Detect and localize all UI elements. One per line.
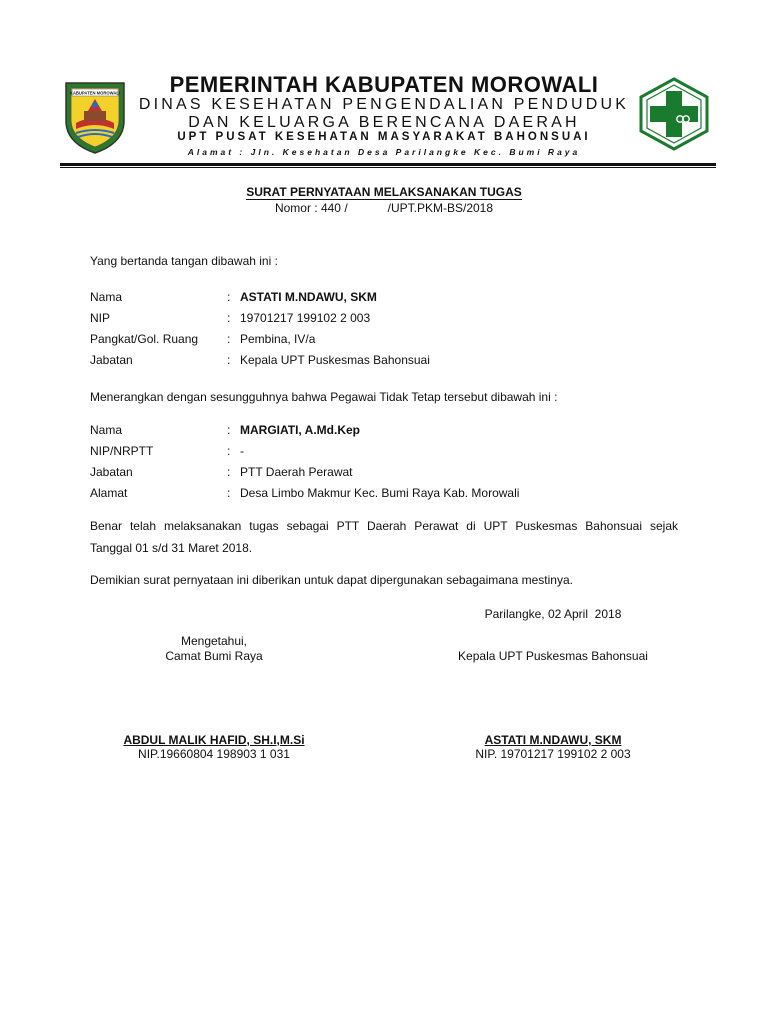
- signer-rank-label: Pangkat/Gol. Ruang: [90, 332, 199, 346]
- colon: :: [227, 465, 231, 479]
- employee-address-value: Desa Limbo Makmur Kec. Bumi Raya Kab. Morowali: [240, 486, 520, 500]
- signer-name-value: ASTATI M.NDAWU, SKM: [240, 290, 377, 304]
- letterhead-department-line2: DAN KELUARGA BERENCANA DAERAH: [188, 114, 580, 131]
- signer-rank-value: Pembina, IV/a: [240, 332, 316, 346]
- closing-text: Demikian surat pernyataan ini diberikan untuk dapat dipergunakan sebagaimana mestinya.: [90, 573, 573, 587]
- colon: :: [227, 423, 231, 437]
- right-signature-name: ASTATI M.NDAWU, SKM: [484, 733, 622, 747]
- employee-nip-label: NIP/NRPTT: [90, 444, 154, 458]
- signer-nip-value: 19701217 199102 2 003: [240, 311, 371, 325]
- signer-nip-label: NIP: [90, 311, 111, 325]
- letterhead-divider-thick: [60, 163, 716, 166]
- employee-address-label: Alamat: [90, 486, 128, 500]
- employee-position-label: Jabatan: [90, 465, 133, 479]
- letterhead-department-line1: DINAS KESEHATAN PENGENDALIAN PENDUDUK: [138, 96, 630, 113]
- signer-name-label: Nama: [90, 290, 123, 304]
- letter-title: [100, 185, 668, 199]
- body-paragraph-line1: Benar telah melaksanakan tugas sebagai PTT Daerah Perawat di UPT Puskesmas Bahonsuai sejak: [90, 519, 678, 533]
- colon: :: [227, 353, 231, 367]
- colon: :: [227, 486, 231, 500]
- letterhead-unit: UPT PUSAT KESEHATAN MASYARAKAT BAHONSUAI: [177, 131, 591, 143]
- body-paragraph-line2: Tanggal 01 s/d 31 Maret 2018.: [90, 541, 253, 555]
- employee-name-label: Nama: [90, 423, 123, 437]
- place-date: Parilangke, 02 April 2018: [484, 607, 622, 621]
- colon: :: [227, 444, 231, 458]
- letterhead-title: PEMERINTAH KABUPATEN MOROWALI: [169, 72, 599, 97]
- intro-text: Yang bertanda tangan dibawah ini :: [90, 254, 278, 268]
- right-signature-nip: NIP. 19701217 199102 2 003: [475, 747, 631, 761]
- employee-name-value: MARGIATI, A.Md.Kep: [240, 423, 360, 437]
- signer-position-label: Jabatan: [90, 353, 133, 367]
- left-signature-acknowledge: Mengetahui,: [180, 634, 248, 648]
- right-signature-role: Kepala UPT Puskesmas Bahonsuai: [458, 649, 648, 663]
- left-signature-role: Camat Bumi Raya: [165, 649, 263, 663]
- employee-nip-value: -: [240, 444, 244, 458]
- statement-text: Menerangkan dengan sesungguhnya bahwa Pegawai Tidak Tetap tersebut dibawah ini :: [90, 390, 558, 404]
- colon: :: [227, 311, 231, 325]
- left-logo-text: KABUPATEN MOROWALI: [69, 90, 121, 96]
- letter-title-text: SURAT PERNYATAAN MELAKSANAKAN TUGAS: [246, 185, 522, 199]
- colon: :: [227, 290, 231, 304]
- letterhead-address: Alamat : Jln. Kesehatan Desa Parilangke Kec. Bumi Raya: [187, 147, 581, 157]
- letterhead-divider-thin: [60, 167, 716, 168]
- letter-number: Nomor : 440 / /UPT.PKM-BS/2018: [274, 201, 494, 215]
- colon: :: [227, 332, 231, 346]
- signer-position-value: Kepala UPT Puskesmas Bahonsuai: [240, 353, 430, 367]
- employee-position-value: PTT Daerah Perawat: [240, 465, 353, 479]
- left-signature-name: ABDUL MALIK HAFID, SH.I,M.Si: [123, 733, 305, 747]
- left-signature-nip: NIP.19660804 198903 1 031: [138, 747, 290, 761]
